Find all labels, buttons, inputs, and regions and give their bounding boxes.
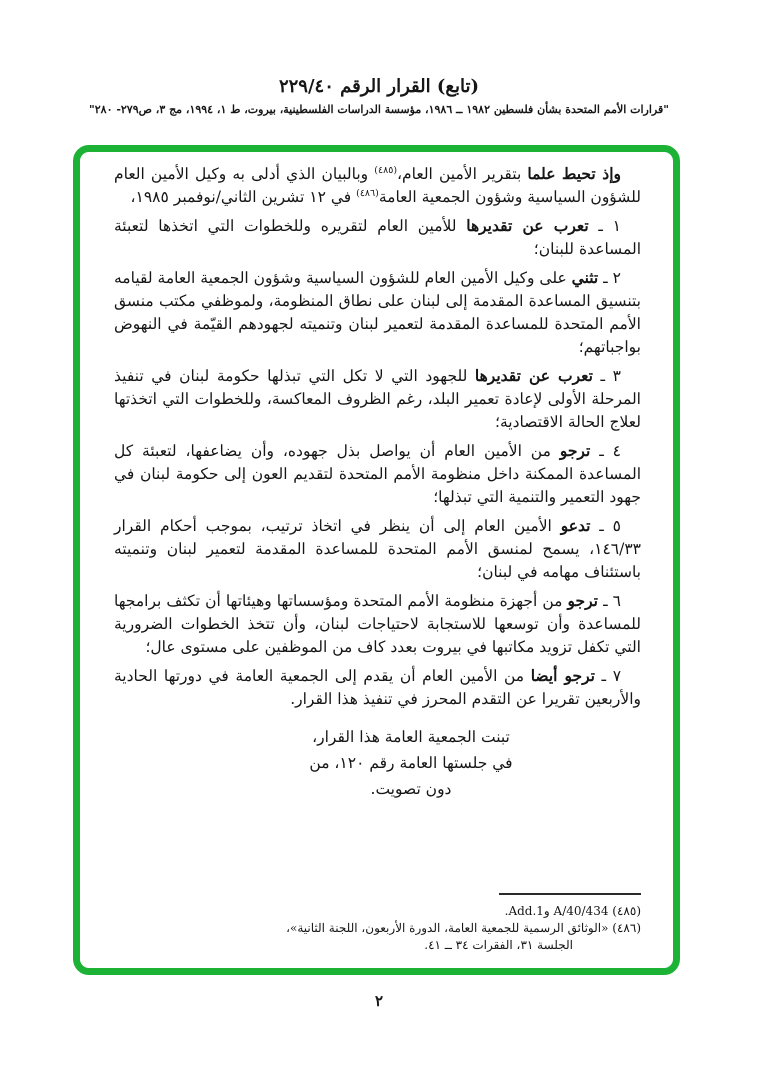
- operative-phrase: تعرب عن تقديرها: [466, 216, 589, 235]
- resolution-body: [114, 162, 641, 716]
- resolution-paragraph: [114, 162, 641, 209]
- footnotes-section: [106, 893, 641, 954]
- footnote: (٤٨٥) A/40/434 وAdd.1.: [504, 904, 641, 918]
- resolution-paragraph: [114, 514, 641, 584]
- resolution-paragraph: [114, 589, 641, 659]
- paragraph-text: من الأمين العام أن يقدم إلى الجمعية العامة في دورتها الحادية والأربعين تقريرا عن التقدم المحرز في تنفيذ هذا القرار.: [114, 667, 641, 708]
- paragraph-text: ٦ ـ: [598, 592, 621, 610]
- paragraph-text: للأمين العام لتقريره وللخطوات التي اتخذها لتعبئة المساعدة للبنان؛: [114, 217, 641, 258]
- footnote: (٤٨٦) «الوثائق الرسمية للجمعية العامة، الدورة الأربعون، اللجنة الثانية»،: [286, 921, 641, 935]
- adoption-line: تبنت الجمعية العامة هذا القرار،: [312, 728, 510, 746]
- operative-phrase: ترجو: [559, 441, 591, 460]
- footnote-separator: [499, 893, 641, 895]
- operative-phrase: ترجو أيضا: [530, 666, 595, 685]
- adoption-line: دون تصويت.: [370, 780, 452, 798]
- footnote-marker: (٤٨٦): [356, 187, 379, 199]
- resolution-paragraph: [114, 266, 641, 359]
- page-number: ٢: [374, 992, 384, 1010]
- adoption-note: [285, 724, 537, 802]
- source-citation: "قرارات الأمم المتحدة بشأن فلسطين ١٩٨٢ ــ ١٩٨٦، مؤسسة الدراسات الفلسطينية، بيروت، ط ١، ١٩٩٤، مج ٣، ص٢٧٩- ٢٨٠": [89, 103, 669, 116]
- footnote-marker: (٤٨٥): [374, 164, 398, 176]
- paragraph-text: بتقرير الأمين العام،: [397, 165, 528, 183]
- paragraph-text: ٣ ـ: [592, 367, 621, 385]
- footnote-continuation: الجلسة ٣١، الفقرات ٣٤ ــ ٤١.: [424, 938, 573, 952]
- operative-phrase: تعرب عن تقديرها: [474, 366, 593, 385]
- paragraph-text: من أجهزة منظومة الأمم المتحدة ومؤسساتها وهيئاتها أن تكثف برامجها للمساعدة وأن توسعها للاستجابة لاحتياجات لبنان، وأن تتخذ الخطوات الضرورية التي تكفل تزويد مكاتبها في بيروت بعدد كاف من الموظفين على مستوى عال؛: [114, 592, 641, 656]
- paragraph-text: ٢ ـ: [598, 269, 621, 287]
- paragraph-text: ٥ ـ: [590, 517, 621, 535]
- paragraph-text: في ١٢ تشرين الثاني/نوفمبر ١٩٨٥،: [130, 188, 357, 206]
- paragraph-text: ١ ـ: [588, 217, 621, 235]
- paragraph-text: من الأمين العام أن يواصل بذل جهوده، وأن يضاعفها، لتعبئة كل المساعدة الممكنة داخل منظومة الأمم المتحدة لتقديم العون إلى حكومة لبنان في جهود التعمير والتنمية التي تبذلها؛: [114, 442, 641, 506]
- paragraph-text: على وكيل الأمين العام للشؤون السياسية وشؤون الجمعية العامة لقيامه بتنسيق المساعدة المقدمة إلى لبنان على نطاق المنظومة، ولموظفي مكتب منسق الأمم المتحدة للمساعدة المقدمة لتعمير لبنان وتنميته لجهودهم القيّمة في النهوض بواجباتهم؛: [114, 269, 641, 356]
- footnotes-list: [106, 903, 641, 954]
- resolution-paragraph: [114, 664, 641, 711]
- paragraph-text: وبالبيان الذي أدلى به وكيل الأمين العام للشؤون السياسية وشؤون الجمعية العامة: [114, 165, 641, 206]
- paragraph-text: ٤ ـ: [590, 442, 621, 460]
- operative-phrase: تثني: [571, 268, 599, 287]
- resolution-title: (تابع) القرار الرقم ٢٢٩/٤٠: [278, 76, 480, 97]
- resolution-paragraph: [114, 214, 641, 261]
- resolution-highlight-box: [73, 145, 680, 975]
- paragraph-text: للجهود التي لا تكل التي تبذلها حكومة لبنان في تنفيذ المرحلة الأولى لإعادة تعمير البلد، رغم الظروف المعاكسة، وللخطوات التي اتخذتها لعلاج الحالة الاقتصادية؛: [114, 367, 641, 431]
- operative-phrase: وإذ تحيط علما: [527, 164, 621, 183]
- paragraph-text: ٧ ـ: [594, 667, 622, 685]
- adoption-line: في جلستها العامة رقم ١٢٠، من: [309, 754, 513, 772]
- resolution-paragraph: [114, 364, 641, 434]
- paragraph-text: الأمين العام إلى أن ينظر في اتخاذ ترتيب، بموجب أحكام القرار ١٤٦/٣٣، يسمح لمنسق الأمم المتحدة للمساعدة المقدمة لتعمير لبنان وتنميته باستئناف مهامه في لبنان؛: [114, 517, 641, 581]
- resolution-paragraph: [114, 439, 641, 509]
- operative-phrase: ترجو: [567, 591, 598, 610]
- operative-phrase: تدعو: [560, 516, 591, 535]
